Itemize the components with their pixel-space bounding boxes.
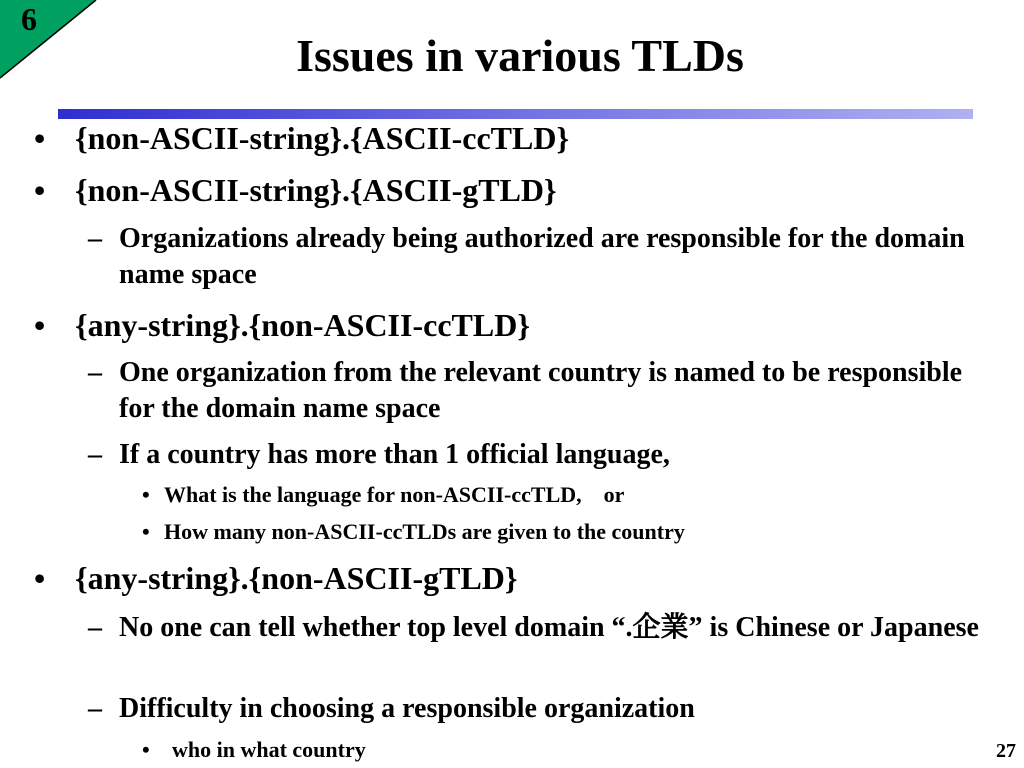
bullet-level1: • {non-ASCII-string}.{ASCII-gTLD}	[75, 171, 557, 209]
bullet-level2: – If a country has more than 1 official language,	[119, 437, 994, 473]
page-number: 27	[996, 740, 1016, 762]
bullet-level3: • How many non-ASCII-ccTLDs are given to the country	[164, 518, 685, 546]
bullet-level2: – Organizations already being authorized are responsible for the domain name space	[119, 221, 994, 293]
bullet-level3: • What is the language for non-ASCII-ccTLD, or	[164, 481, 624, 509]
bullet-level2: – Difficulty in choosing a responsible organization	[119, 691, 994, 727]
bullet-level1: • {any-string}.{non-ASCII-gTLD}	[75, 559, 518, 597]
bullet-level1: • {non-ASCII-string}.{ASCII-ccTLD}	[75, 119, 569, 157]
bullet-level1: • {any-string}.{non-ASCII-ccTLD}	[75, 306, 530, 344]
bullet-level3: • who in what country	[172, 736, 366, 764]
slide-section-number: 6	[21, 1, 37, 37]
title-underline-bar	[58, 109, 973, 119]
bullet-level2: – No one can tell whether top level domain “.企業” is Chinese or Japanese	[119, 610, 994, 646]
slide-title: Issues in various TLDs	[296, 30, 744, 81]
bullet-level2: – One organization from the relevant country is named to be responsible for the domain name space	[119, 355, 994, 427]
